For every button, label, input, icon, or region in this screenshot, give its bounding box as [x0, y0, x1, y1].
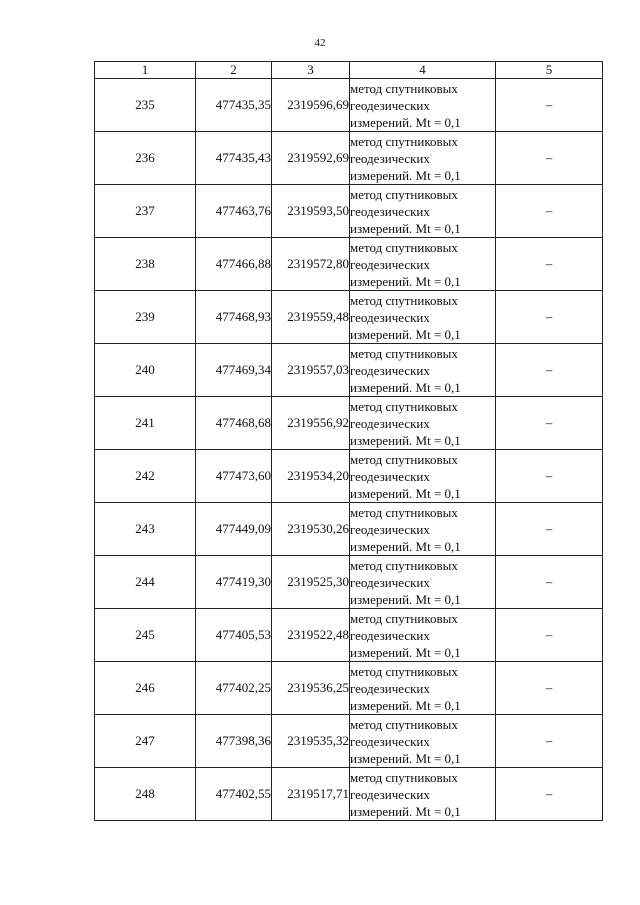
method-line: метод спутниковых: [350, 557, 458, 573]
y-coordinate-cell: 2319592,69: [272, 132, 350, 185]
x-coordinate-cell: 477398,36: [196, 715, 272, 768]
method-line: измерений. Mt = 0,1: [350, 538, 461, 554]
y-coordinate-cell: 2319593,50: [272, 185, 350, 238]
table-header: [95, 62, 603, 79]
header-col-2: 2: [196, 62, 272, 79]
table-row: [95, 609, 603, 662]
x-coordinate-cell: 477468,68: [196, 397, 272, 450]
x-coordinate-cell: 477405,53: [196, 609, 272, 662]
method-line: измерений. Mt = 0,1: [350, 591, 461, 607]
note-cell: –: [496, 556, 603, 609]
method-line: метод спутниковых: [350, 716, 458, 732]
note-cell: –: [496, 662, 603, 715]
method-line: измерений. Mt = 0,1: [350, 485, 461, 501]
method-cell: [350, 450, 496, 503]
method-cell: [350, 556, 496, 609]
method-line: геодезических: [350, 627, 430, 643]
method-line: геодезических: [350, 362, 430, 378]
method-line: измерений. Mt = 0,1: [350, 750, 461, 766]
table-row: [95, 291, 603, 344]
y-coordinate-cell: 2319534,20: [272, 450, 350, 503]
note-cell: –: [496, 715, 603, 768]
x-coordinate-cell: 477466,88: [196, 238, 272, 291]
header-col-1: 1: [95, 62, 196, 79]
x-coordinate-cell: 477473,60: [196, 450, 272, 503]
y-coordinate-cell: 2319596,69: [272, 79, 350, 132]
point-number-cell: 237: [95, 185, 196, 238]
method-line: метод спутниковых: [350, 345, 458, 361]
point-number-cell: 236: [95, 132, 196, 185]
note-cell: –: [496, 397, 603, 450]
y-coordinate-cell: 2319517,71: [272, 768, 350, 821]
method-cell: [350, 238, 496, 291]
method-line: измерений. Mt = 0,1: [350, 326, 461, 342]
method-line: измерений. Mt = 0,1: [350, 167, 461, 183]
x-coordinate-cell: 477469,34: [196, 344, 272, 397]
method-cell: [350, 397, 496, 450]
table-row: [95, 185, 603, 238]
method-line: метод спутниковых: [350, 133, 458, 149]
point-number-cell: 238: [95, 238, 196, 291]
point-number-cell: 243: [95, 503, 196, 556]
y-coordinate-cell: 2319535,32: [272, 715, 350, 768]
y-coordinate-cell: 2319530,26: [272, 503, 350, 556]
y-coordinate-cell: 2319557,03: [272, 344, 350, 397]
point-number-cell: 244: [95, 556, 196, 609]
note-cell: –: [496, 609, 603, 662]
table-body: [95, 79, 603, 821]
method-cell: [350, 662, 496, 715]
table-row: [95, 715, 603, 768]
point-number-cell: 240: [95, 344, 196, 397]
method-line: измерений. Mt = 0,1: [350, 273, 461, 289]
method-line: метод спутниковых: [350, 398, 458, 414]
method-line: геодезических: [350, 574, 430, 590]
point-number-cell: 242: [95, 450, 196, 503]
method-line: метод спутниковых: [350, 186, 458, 202]
method-line: метод спутниковых: [350, 769, 458, 785]
page-number: 42: [314, 37, 326, 49]
point-number-cell: 247: [95, 715, 196, 768]
method-cell: [350, 132, 496, 185]
method-line: геодезических: [350, 680, 430, 696]
method-line: геодезических: [350, 468, 430, 484]
table-row: [95, 662, 603, 715]
coordinates-table: [94, 61, 603, 821]
method-line: геодезических: [350, 97, 430, 113]
method-line: метод спутниковых: [350, 239, 458, 255]
method-line: геодезических: [350, 203, 430, 219]
x-coordinate-cell: 477402,25: [196, 662, 272, 715]
x-coordinate-cell: 477463,76: [196, 185, 272, 238]
method-line: метод спутниковых: [350, 504, 458, 520]
point-number-cell: 245: [95, 609, 196, 662]
method-cell: [350, 291, 496, 344]
point-number-cell: 248: [95, 768, 196, 821]
point-number-cell: 246: [95, 662, 196, 715]
method-line: геодезических: [350, 786, 430, 802]
method-cell: [350, 185, 496, 238]
method-line: метод спутниковых: [350, 451, 458, 467]
method-line: метод спутниковых: [350, 292, 458, 308]
header-row: [95, 62, 603, 79]
point-number-cell: 241: [95, 397, 196, 450]
x-coordinate-cell: 477419,30: [196, 556, 272, 609]
method-cell: [350, 609, 496, 662]
x-coordinate-cell: 477402,55: [196, 768, 272, 821]
method-line: метод спутниковых: [350, 663, 458, 679]
method-line: измерений. Mt = 0,1: [350, 379, 461, 395]
method-cell: [350, 768, 496, 821]
table-row: [95, 556, 603, 609]
table-row: [95, 344, 603, 397]
method-line: измерений. Mt = 0,1: [350, 644, 461, 660]
method-cell: [350, 344, 496, 397]
note-cell: –: [496, 450, 603, 503]
note-cell: –: [496, 503, 603, 556]
y-coordinate-cell: 2319559,48: [272, 291, 350, 344]
method-line: измерений. Mt = 0,1: [350, 220, 461, 236]
table-row: [95, 503, 603, 556]
method-line: метод спутниковых: [350, 80, 458, 96]
method-line: измерений. Mt = 0,1: [350, 432, 461, 448]
header-col-5: 5: [496, 62, 603, 79]
y-coordinate-cell: 2319556,92: [272, 397, 350, 450]
method-line: геодезических: [350, 415, 430, 431]
method-line: геодезических: [350, 150, 430, 166]
header-col-4: 4: [350, 62, 496, 79]
y-coordinate-cell: 2319572,80: [272, 238, 350, 291]
point-number-cell: 235: [95, 79, 196, 132]
table-row: [95, 79, 603, 132]
y-coordinate-cell: 2319525,30: [272, 556, 350, 609]
x-coordinate-cell: 477435,43: [196, 132, 272, 185]
method-cell: [350, 503, 496, 556]
y-coordinate-cell: 2319536,25: [272, 662, 350, 715]
table-row: [95, 397, 603, 450]
method-line: геодезических: [350, 733, 430, 749]
method-line: геодезических: [350, 256, 430, 272]
note-cell: –: [496, 132, 603, 185]
x-coordinate-cell: 477435,35: [196, 79, 272, 132]
method-line: измерений. Mt = 0,1: [350, 697, 461, 713]
note-cell: –: [496, 291, 603, 344]
note-cell: –: [496, 344, 603, 397]
header-col-3: 3: [272, 62, 350, 79]
method-cell: [350, 79, 496, 132]
table-row: [95, 768, 603, 821]
note-cell: –: [496, 185, 603, 238]
point-number-cell: 239: [95, 291, 196, 344]
table-row: [95, 450, 603, 503]
note-cell: –: [496, 768, 603, 821]
method-cell: [350, 715, 496, 768]
method-line: геодезических: [350, 309, 430, 325]
table-row: [95, 238, 603, 291]
note-cell: –: [496, 79, 603, 132]
method-line: измерений. Mt = 0,1: [350, 803, 461, 819]
x-coordinate-cell: 477449,09: [196, 503, 272, 556]
note-cell: –: [496, 238, 603, 291]
table-row: [95, 132, 603, 185]
method-line: метод спутниковых: [350, 610, 458, 626]
method-line: измерений. Mt = 0,1: [350, 114, 461, 130]
method-line: геодезических: [350, 521, 430, 537]
x-coordinate-cell: 477468,93: [196, 291, 272, 344]
y-coordinate-cell: 2319522,48: [272, 609, 350, 662]
